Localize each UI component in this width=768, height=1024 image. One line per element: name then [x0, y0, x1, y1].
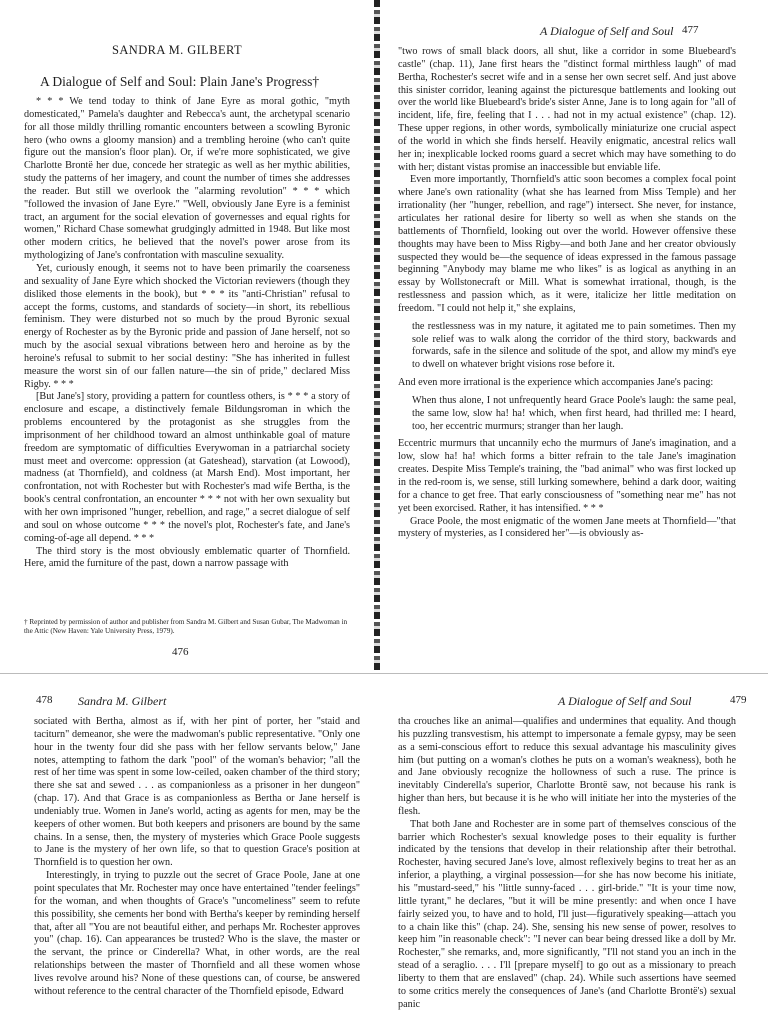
running-head: Sandra M. Gilbert	[78, 694, 167, 708]
paragraph: Yet, curiously enough, it seems not to have been primarily the coarseness and sexuality of Jane Eyre which shocked the Victorian reviewers (though they disliked those elements in the book), but * * * its "anti-Christian" refusal to accept the forms, customs, and standards of society—in short, its rebellious feminism. They were disturbed not so much by the proud Byronic sexual energy of Rochester as by the Byronic pride and passion of Jane herself, not so much by the asocial sexual vibrations between hero and heroine as by the heroine's refusal to submit to her social destiny: "She has inherited in fullest measure the worst sin of our fallen nature—the sin of pride," declared Miss Rigby. * * *	[24, 262, 350, 390]
paragraph: "two rows of small black doors, all shut, like a corridor in some Bluebeard's castle" (chap. 11), Jane first hears the "distinct formal mirthless laugh" of mad Bertha, Rochester's secret wife and in a sense her own secret self. And just above this sinister corridor, leaning against the picturesque battlements and looking out over the world like Bluebeard's bride's sister Anne, Jane is to long again for "all of incident, life, fire, feeling that I . . . had not in my actual existence" (chap. 12). These upper regions, in other words, symbolically miniaturize one crucial aspect of the world in which she finds herself. Heavily enigmatic, ancestral relics wall her in; inexplicable locked rooms guard a secret which may have something to do with her; distant vistas promise an inaccessible but enviable life.	[398, 46, 736, 173]
paragraph: * * * We tend today to think of Jane Eyre as moral gothic, "myth domesticated," Pamela's daughter and Rebecca's aunt, the archetypal scenario for all those mildly thrilling romantic encounters between a scowling Byronic hero (who owns a gloomy mansion) and a trembling heroine (who can't quite figure out the mansion's floor plan). Or, if we're more sophisticated, we give Charlotte Brontë her due, concede her strategic as well as her mythic abilities, study the patterns of her imagery, and count the number of times she addresses the reader. But still we overlook the "alarming revolution" * * * which "followed the invasion of Jane Eyre." "Well, obviously Jane Eyre is a feminist tract, an argument for the social elevation of governesses and equal rights for women," Richard Chase somewhat grudgingly admitted in 1948. But like most other modern critics, he believed that the novel's power arose from its mythologizing of Jane's confrontation with masculine sexuality.	[24, 96, 350, 262]
page-478-body	[34, 716, 360, 999]
page-476-body	[24, 96, 350, 571]
page-477	[382, 0, 768, 672]
chapter-author: SANDRA M. GILBERT	[112, 43, 243, 57]
page-number: 479	[730, 694, 747, 706]
paragraph: Grace Poole, the most enigmatic of the women Jane meets at Thornfield—"that mystery of mysteries, as I considered her"—is obviously as-	[398, 515, 736, 540]
page-number: 478	[36, 694, 53, 706]
page-478	[0, 680, 378, 1024]
paragraph: tha crouches like an animal—qualifies and undermines that equality. And though his puzzling transvestism, his attempt to impersonate a female gypsy, may be seen as a semi-conscious effort to reduce this sexual advantage his masculinity gives him (but putting on a woman's clothes he puts on a woman's weakness), both he and Jane obviously recognize the hollowness of such a ruse. The prince is inevitably Cinderella's superior, Charlotte Brontë saw, not because his rank is higher than hers, but because it is he who will initiate her into the mysteries of the flesh.	[398, 716, 736, 817]
paragraph: Interestingly, in trying to puzzle out the secret of Grace Poole, Jane at one point speculates that Mr. Rochester may once have entertained "tender feelings" for the woman, and when thoughts of Grace's "uncomeliness" seem to refute this possibility, she cements her bond with Bertha's keeper by reminding herself that, after all "You are not beautiful either, and perhaps Mr. Rochester approves you" (chap. 16). Can appearances be trusted? Who is the slave, the master or the servant, the prince or Cinderella? What, in other words, are the real relationships between the master of Thornfield and all these women whose lives revolve around his? None of these questions can, of course, be answered without reference to the central character of the Thornfield episode, Edward	[34, 870, 360, 997]
paragraph: [But Jane's] story, providing a pattern for countless others, is * * * a story of enclosure and escape, a distinctively female Bildungsroman in which the problems encountered by the protagonist as she struggles from the imprisonment of her childhood toward an almost unthinkable goal of mature freedom are symptomatic of difficulties Everywoman in a patriarchal society must meet and overcome: oppression (at Gateshead), starvation (at Lowood), madness (at Thornfield), and coldness (at Marsh End). Most important, her confrontation, not with Rochester but with Rochester's mad wife Bertha, is the book's central confrontation, an encounter * * * not with her own sexuality but with her own imprisoned "hunger, rebellion, and rage," a secret dialogue of self and soul on whose outcome * * * the novel's plot, Rochester's fate, and Jane's coming-of-age all depend. * * *	[24, 391, 350, 544]
page-479	[386, 680, 768, 1024]
footnote: † Reprinted by permission of author and publisher from Sandra M. Gilbert and Susan Gubar, The Madwoman in the Attic (New Haven: Yale University Press, 1979).	[24, 618, 348, 635]
block-quote: the restlessness was in my nature, it agitated me to pain sometimes. Then my sole relief was to walk along the corridor of the third story, backwards and forwards, safe in the silence and solitude of the spot, and allow my mind's eye to dwell on whatever bright visions rose before it.	[412, 320, 736, 371]
page-number: 476	[172, 646, 189, 658]
page-gutter	[0, 673, 768, 680]
running-head: A Dialogue of Self and Soul	[540, 24, 674, 38]
block-quote: When thus alone, I not unfrequently heard Grace Poole's laugh: the same peal, the same low, slow ha! ha! which, when first heard, had thrilled me: I heard, too, her eccentric murmurs; stranger than her laugh.	[412, 394, 736, 432]
chapter-title: A Dialogue of Self and Soul: Plain Jane's Progress†	[40, 74, 320, 89]
paragraph: And even more irrational is the experience which accompanies Jane's pacing:	[398, 377, 714, 389]
paragraph: Eccentric murmurs that uncannily echo the murmurs of Jane's imagination, and a low, slow ha! ha! which forms a bitter refrain to the tale Jane's imagination creates. Despite Miss Temple's training, the "bad animal" who was first locked up in the red-room is, we sense, still lurking somewhere, behind a dark door, waiting for a chance to get free. That early consciousness of "something near me" has not yet been exorcised. Rather, it has intensified. * * *	[398, 438, 736, 514]
page-number: 477	[682, 24, 699, 36]
page-479-body	[398, 716, 736, 1011]
paragraph: That both Jane and Rochester are in some part of themselves conscious of the barrier which Rochester's sexual knowledge poses to their equality is further indicated by the tensions that develop in their relationship after their betrothal. Rochester, having secured Jane's love, almost reflexively begins to treat her as an inferior, a plaything, a virginal possession—for she has now become his initiate, his "mustard-seed," his "little sunny-faced . . . girl-bride." "It is your time now, little tyrant," he declares, "but it will be mine presently: and when once I have fairly seized you, to have and to hold, I'll just—figuratively speaking—attach you to a chain like this" (chap. 24). She, sensing his new sense of power, resolves to keep him "in reasonable check": "I never can bear being dressed like a doll by Mr. Rochester," she remarks, and, more significantly, "I'll not stand you an inch in the stead of a seraglio. . . . I'll [prepare myself] to go out as a missionary to preach liberty to them that are enslaved" (chap. 24). While such assertions have seemed to some critics merely the consequences of Jane's (and Charlotte Brontë's) sexual panic	[398, 818, 736, 1010]
running-head: A Dialogue of Self and Soul	[558, 694, 692, 708]
book-spine	[374, 0, 380, 672]
paragraph: Even more importantly, Thornfield's attic soon becomes a complex focal point where Jane's own rationality (what she has learned from Miss Temple) and her irrationality (her "hunger, rebellion, and rage") intersect. She never, for instance, articulates her rational desire for liberty so well as when she stands on the battlements of Thornfield, looking out over the world. However offensive these thoughts may have been to Miss Rigby—and both Jane and her creator obviously suspected they would be—the sequence of ideas expressed in the famous passage beginning "Anybody may blame me who likes" is as logical as anything in an essay by Wollstonecraft or Mill. What is somewhat irrational, though, is the restlessness and passion which, as it were, italicize her little meditation on freedom. "I could not help it," she explains,	[398, 174, 736, 314]
paragraph: The third story is the most obviously emblematic quarter of Thornfield. Here, amid the furniture of the past, down a narrow passage with	[24, 545, 350, 570]
page-476	[0, 0, 372, 672]
page-477-body	[398, 46, 736, 541]
paragraph: sociated with Bertha, almost as if, with her pint of porter, her "staid and taciturn" demeanor, she were the madwoman's public representative. "Only one hour in the twenty four did she pass with her fellow servants below," Jane notes, attempting to fathom the dark "pool" of the woman's behavior; "all the rest of her time was spent in some low-ceiled, oaken chamber of the third story; there she sat and sewed . . . as companionless as a prisoner in her dungeon" (chap. 17). And that Grace is as companionless as Bertha or Jane herself is undeniably true. Women in Jane's world, acting as agents for men, may be the keepers of other women. But both keepers and prisoners are bound by the same chains. In a sense, then, the mystery of mysteries which Grace Poole suggests to Jane is the mystery of her own life, so that to question Grace's position at Thornfield is to question her own.	[34, 716, 360, 869]
